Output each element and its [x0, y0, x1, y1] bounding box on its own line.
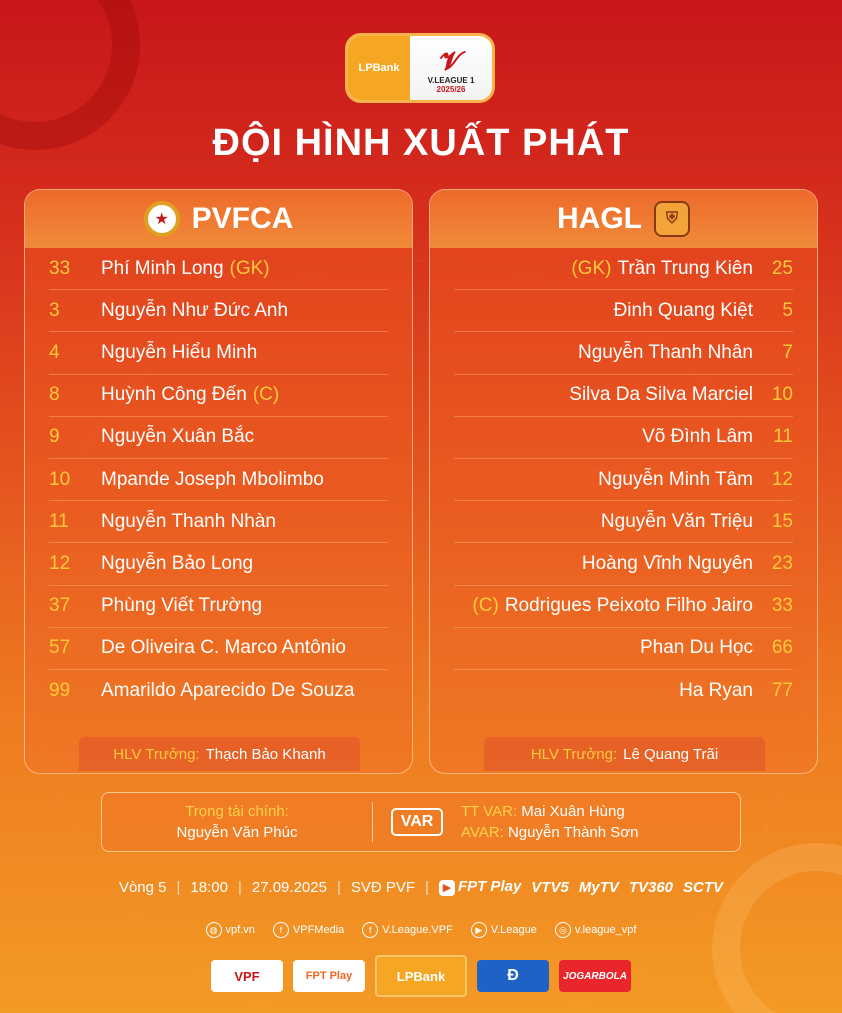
player-name: Rodrigues Peixoto Filho Jairo — [504, 595, 753, 617]
broadcaster-vtv5: VTV5 — [531, 878, 569, 896]
coach-name: Thạch Bảo Khanh — [205, 745, 326, 763]
player-number: 12 — [49, 552, 71, 574]
home-coach — [79, 737, 360, 771]
player-number: 8 — [49, 384, 60, 406]
divider — [372, 802, 373, 842]
player-row — [454, 417, 793, 459]
var-label: TT VAR: — [461, 803, 518, 820]
player-row — [49, 248, 388, 290]
player-row — [454, 248, 793, 290]
player-number: 57 — [49, 637, 71, 659]
player-name: Nguyễn Như Đức Anh — [101, 299, 289, 321]
player-name: Võ Đình Lâm — [642, 426, 753, 448]
var-icon: VAR — [391, 808, 443, 836]
player-number: 12 — [771, 468, 793, 490]
match-round: Vòng 5 — [118, 878, 167, 896]
player-name: Đinh Quang Kiệt — [613, 299, 753, 321]
player-row — [49, 332, 388, 374]
social-facebook-vleague[interactable]: f V.League.VPF — [362, 922, 453, 938]
referees-box — [101, 792, 741, 852]
separator: | — [336, 878, 341, 896]
player-number: 77 — [771, 679, 793, 701]
player-name: Nguyễn Thanh Nhân — [578, 341, 753, 363]
player-row — [454, 543, 793, 585]
player-name: Nguyễn Minh Tâm — [598, 468, 753, 490]
broadcaster-sctv: SCTV — [683, 878, 724, 896]
away-lineup-list — [430, 248, 817, 712]
player-row — [454, 670, 793, 712]
match-info-bar — [0, 878, 842, 896]
player-number: 10 — [49, 468, 71, 490]
league-name: V.LEAGUE 1 — [427, 76, 475, 85]
player-name: Nguyễn Văn Triệu — [600, 510, 753, 532]
home-team-header — [25, 190, 412, 248]
var-referees — [461, 801, 638, 843]
player-row — [49, 628, 388, 670]
globe-icon: ◍ — [206, 922, 222, 938]
sponsor-vpf-logo: VPF — [211, 960, 283, 992]
player-number: 23 — [771, 552, 793, 574]
sponsor-dong-luc-logo: Đ — [477, 960, 549, 992]
player-number: 5 — [782, 299, 793, 321]
main-referee-label: Trọng tài chính: — [185, 803, 289, 820]
player-name: Hoàng Vĩnh Nguyên — [581, 552, 753, 574]
home-team-panel — [24, 189, 413, 774]
play-icon: ▶ — [439, 880, 455, 896]
player-number: 11 — [773, 426, 793, 448]
separator: | — [425, 878, 429, 896]
lpbank-logo-text: LPBank — [348, 36, 410, 100]
player-name: Amarildo Aparecido De Souza — [101, 679, 355, 701]
player-number: 33 — [771, 595, 793, 617]
broadcaster-tv360: TV360 — [628, 878, 674, 896]
sponsor-lpbank-logo: LPBank — [375, 955, 467, 997]
player-row — [454, 586, 793, 628]
separator: | — [176, 878, 181, 896]
player-row — [454, 290, 793, 332]
player-row — [49, 417, 388, 459]
coach-name: Lê Quang Trãi — [623, 745, 719, 763]
player-name: Mpande Joseph Mbolimbo — [101, 468, 324, 490]
player-name: Nguyễn Xuân Bắc — [101, 426, 255, 448]
coach-label: HLV Trưởng: — [530, 745, 618, 763]
match-time: 18:00 — [190, 878, 228, 896]
away-coach — [484, 737, 765, 771]
match-date: 27.09.2025 — [251, 878, 327, 896]
pvfca-crest-icon: ★ — [144, 201, 180, 237]
youtube-icon: ▶ — [471, 922, 487, 938]
player-number: 37 — [49, 595, 71, 617]
page-title: ĐỘI HÌNH XUẤT PHÁT — [212, 122, 630, 164]
player-row — [49, 586, 388, 628]
player-name: Silva Da Silva Marciel — [569, 384, 753, 406]
broadcaster-mytv: MyTV — [578, 878, 619, 896]
away-team-name: HAGL — [557, 202, 642, 235]
home-team-name: PVFCA — [191, 202, 294, 235]
player-name: Phùng Viết Trường — [101, 595, 263, 617]
avar-name: Nguyễn Thành Sơn — [507, 824, 639, 841]
player-number: 66 — [771, 637, 793, 659]
player-name: Trần Trung Kiên — [617, 257, 753, 279]
home-lineup-list — [25, 248, 412, 712]
var-name: Mai Xuân Hùng — [521, 803, 625, 820]
player-row — [49, 501, 388, 543]
player-number: 4 — [49, 341, 60, 363]
player-role-tag: (GK) — [229, 257, 270, 279]
vleague-mark-icon: 𝓥 — [440, 47, 462, 77]
player-number: 99 — [49, 679, 71, 701]
social-links — [0, 922, 842, 938]
facebook-icon: f — [362, 922, 378, 938]
avar-label: AVAR: — [461, 824, 504, 841]
player-row — [49, 670, 388, 712]
player-number: 9 — [49, 426, 60, 448]
player-name: Nguyễn Bảo Long — [101, 552, 254, 574]
away-team-panel — [429, 189, 818, 774]
hagl-crest-icon: ⛨ — [654, 201, 690, 237]
player-role-tag: (GK) — [571, 257, 612, 279]
sponsor-jogarbola-logo: JOGARBOLA — [559, 960, 631, 992]
player-role-tag: (C) — [252, 384, 280, 406]
player-row — [454, 628, 793, 670]
broadcaster-fpt-play: ▶ FPT Play — [439, 878, 521, 896]
player-row — [454, 375, 793, 417]
player-name: Huỳnh Công Đến — [101, 384, 247, 406]
player-name: Ha Ryan — [679, 679, 753, 701]
player-row — [49, 543, 388, 585]
player-row — [454, 459, 793, 501]
player-number: 3 — [49, 299, 60, 321]
player-row — [49, 290, 388, 332]
player-name: Nguyễn Hiểu Minh — [101, 341, 258, 363]
main-referee-name: Nguyễn Văn Phúc — [176, 824, 298, 841]
player-row — [454, 332, 793, 374]
player-row — [49, 375, 388, 417]
sponsor-fpt-play-logo: FPT Play — [293, 960, 365, 992]
league-season: 2025/26 — [436, 85, 466, 94]
social-website[interactable]: ◍ vpf.vn — [206, 922, 255, 938]
player-number: 10 — [771, 384, 793, 406]
social-instagram[interactable]: ◎ v.league_vpf — [555, 922, 637, 938]
player-number: 25 — [771, 257, 793, 279]
player-number: 11 — [49, 510, 69, 532]
player-role-tag: (C) — [472, 595, 499, 617]
main-referee — [102, 801, 372, 843]
player-number: 15 — [771, 510, 793, 532]
player-number: 7 — [782, 341, 793, 363]
facebook-icon: f — [273, 922, 289, 938]
player-name: Phí Minh Long — [101, 257, 224, 279]
social-youtube[interactable]: ▶ V.League — [471, 922, 537, 938]
player-row — [49, 459, 388, 501]
social-facebook-vpfmedia[interactable]: f VPFMedia — [273, 922, 344, 938]
sponsor-strip — [0, 955, 842, 997]
player-row — [454, 501, 793, 543]
separator: | — [237, 878, 242, 896]
instagram-icon: ◎ — [555, 922, 571, 938]
player-name: Nguyễn Thanh Nhàn — [101, 510, 276, 532]
player-name: Phan Du Học — [639, 637, 753, 659]
league-logo — [345, 33, 495, 103]
coach-label: HLV Trưởng: — [113, 745, 200, 763]
player-number: 33 — [49, 257, 71, 279]
match-venue: SVĐ PVF — [350, 878, 416, 896]
player-name: De Oliveira C. Marco Antônio — [101, 637, 346, 659]
away-team-header — [430, 190, 817, 248]
